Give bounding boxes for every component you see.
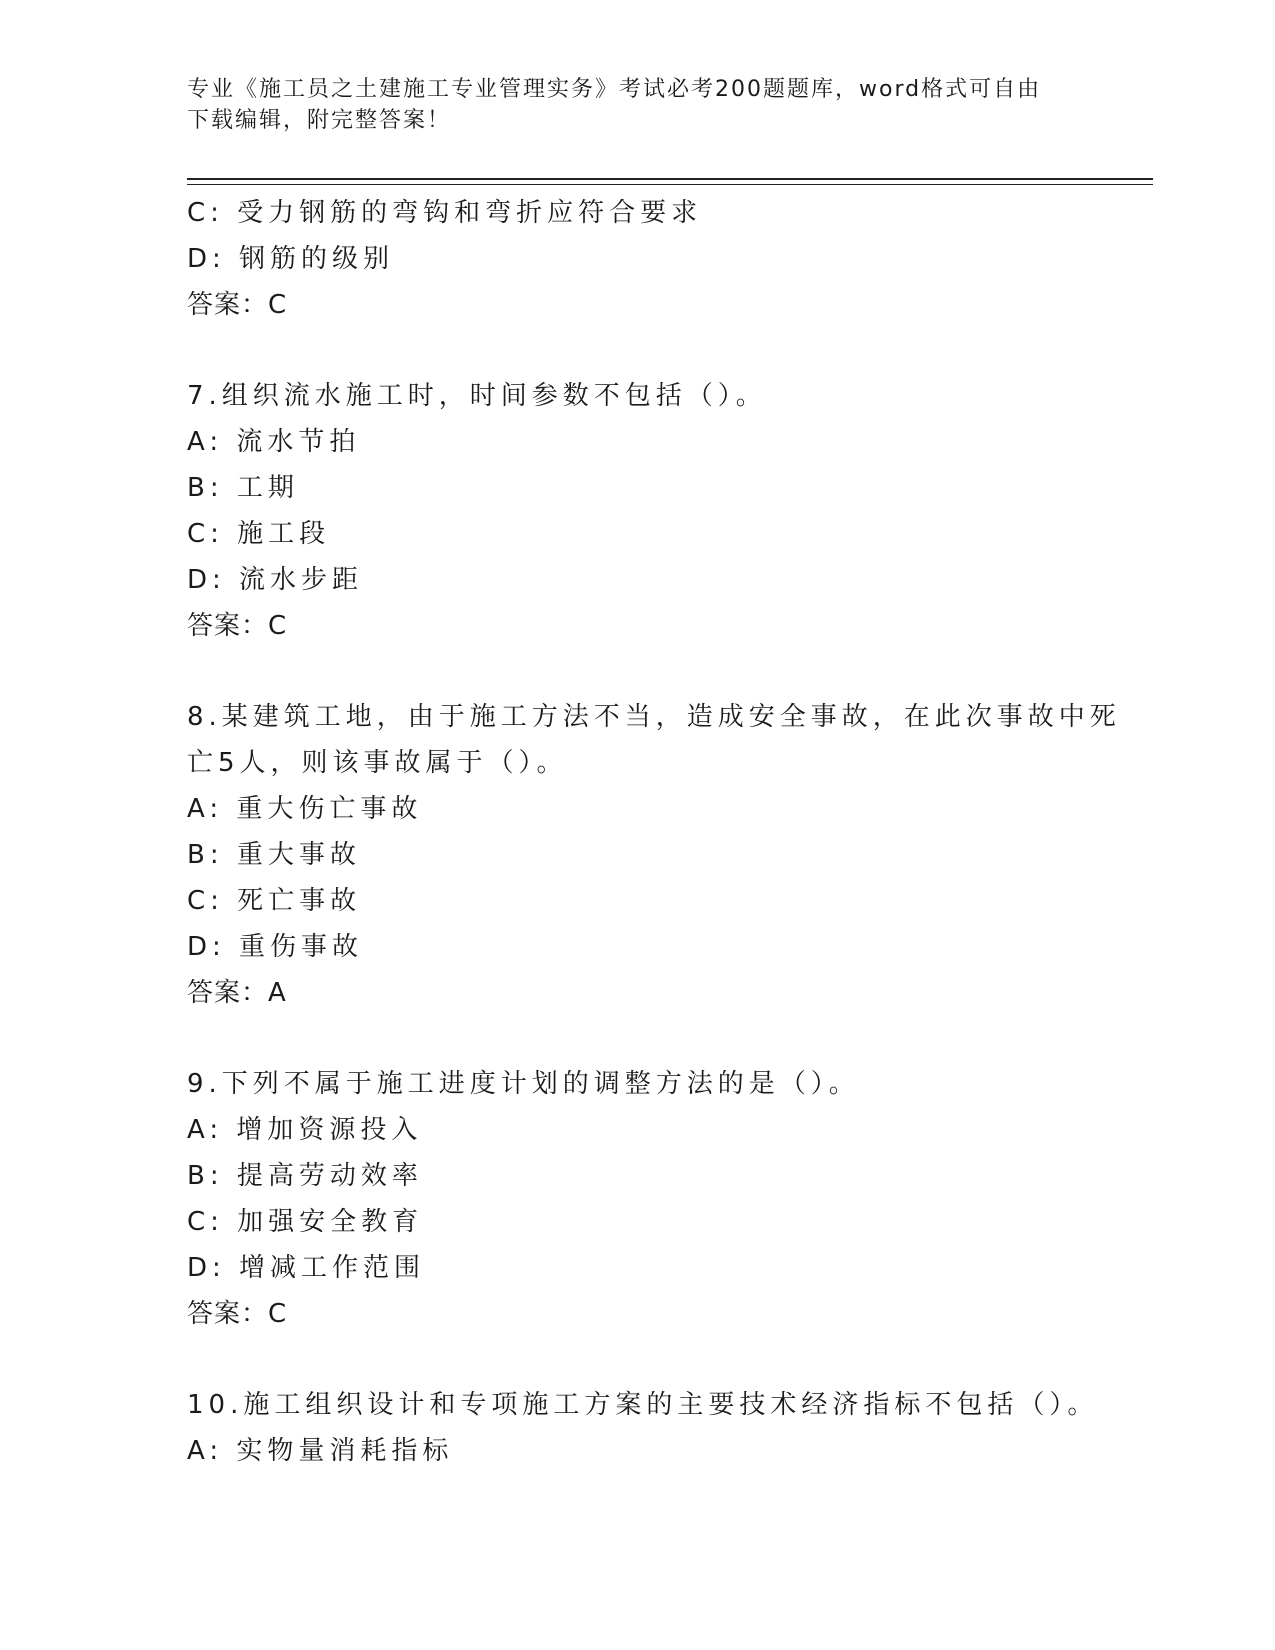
answer-line: 答案：C — [187, 290, 288, 320]
header-divider-thick — [187, 178, 1153, 180]
question-stem-line1: 8.某建筑工地，由于施工方法不当，造成安全事故，在此次事故中死 — [187, 702, 1121, 732]
question-block-8 — [187, 694, 1147, 1016]
question-block-9 — [187, 1061, 1147, 1337]
header-title-line1: 专业《施工员之土建施工专业管理实务》考试必考200题题库，word格式可自由 — [187, 77, 1042, 102]
option-c: C: 加强安全教育 — [187, 1207, 424, 1237]
header-divider-thin — [187, 184, 1153, 185]
question-stem-line2: 亡5人，则该事故属于（）。 — [187, 748, 568, 778]
question-gap — [187, 328, 1147, 373]
option-a: A: 重大伤亡事故 — [187, 794, 423, 824]
option-d: D: 增减工作范围 — [187, 1253, 426, 1283]
question-block-6 — [187, 190, 1147, 328]
answer-line: 答案：C — [187, 611, 288, 641]
option-c: C: 死亡事故 — [187, 886, 362, 916]
option-d: D: 重伤事故 — [187, 932, 364, 962]
document-header — [187, 74, 1087, 136]
option-a: A: 增加资源投入 — [187, 1115, 423, 1145]
answer-line: 答案：A — [187, 978, 287, 1008]
header-title-line2: 下载编辑，附完整答案！ — [187, 108, 452, 133]
option-b: B: 工期 — [187, 473, 299, 503]
option-d: D: 钢筋的级别 — [187, 244, 395, 274]
question-block-10 — [187, 1382, 1147, 1474]
question-stem: 10.施工组织设计和专项施工方案的主要技术经济指标不包括（）。 — [187, 1390, 1099, 1420]
answer-line: 答案：C — [187, 1299, 288, 1329]
option-b: B: 重大事故 — [187, 840, 361, 870]
option-b: B: 提高劳动效率 — [187, 1161, 423, 1191]
question-stem: 9.下列不属于施工进度计划的调整方法的是（）。 — [187, 1069, 860, 1099]
question-list — [187, 190, 1147, 1474]
question-stem: 7.组织流水施工时，时间参数不包括（）。 — [187, 381, 767, 411]
question-gap — [187, 1337, 1147, 1382]
option-a: A: 实物量消耗指标 — [187, 1436, 454, 1466]
option-a: A: 流水节拍 — [187, 427, 361, 457]
question-block-7 — [187, 373, 1147, 649]
option-c: C: 施工段 — [187, 519, 331, 549]
option-d: D: 流水步距 — [187, 565, 364, 595]
question-gap — [187, 649, 1147, 694]
option-c: C: 受力钢筋的弯钩和弯折应符合要求 — [187, 198, 703, 228]
question-gap — [187, 1016, 1147, 1061]
